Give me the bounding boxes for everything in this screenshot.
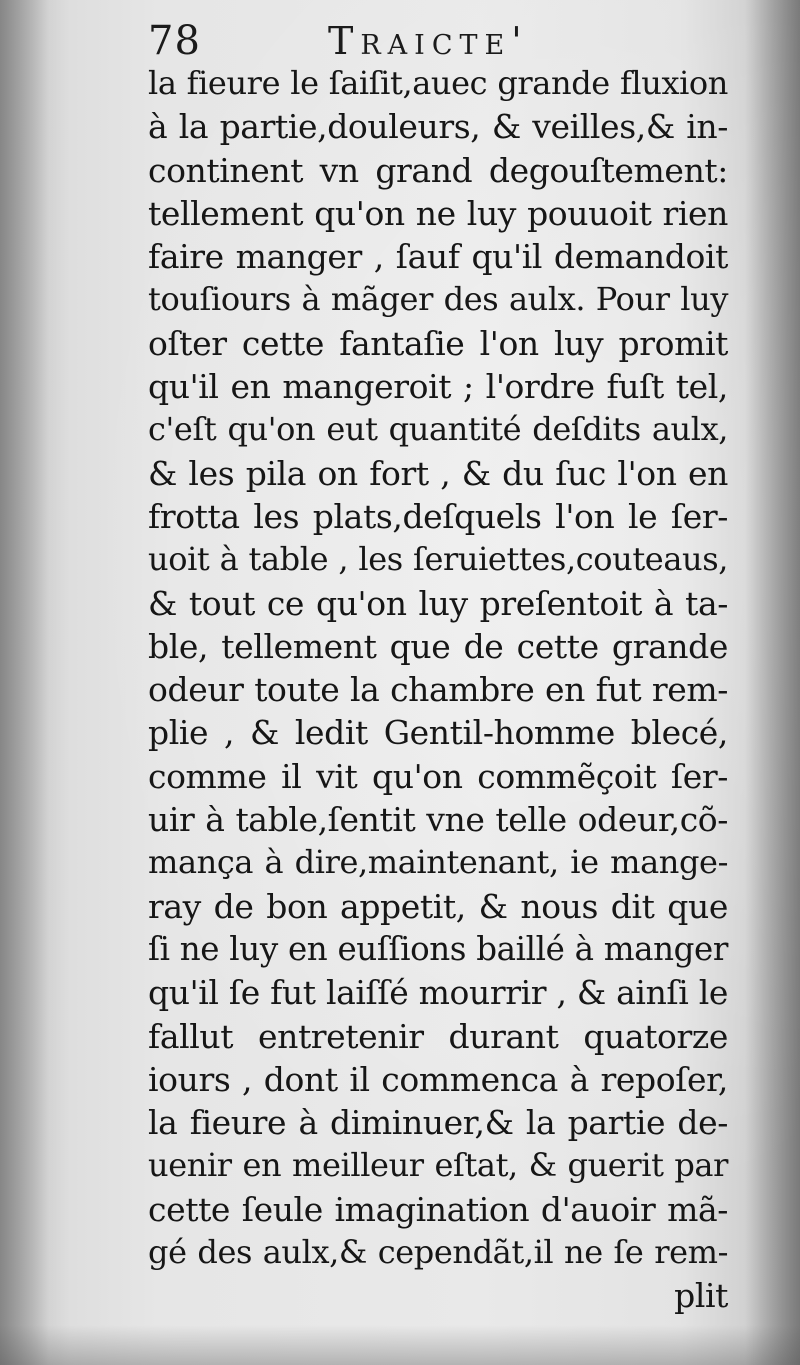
running-head: Traicte' xyxy=(328,19,529,63)
text-line: uir à table,ſentit vne telle odeur,cõ- xyxy=(148,800,728,840)
text-line: c'eſt qu'on eut quantité deſdits aulx, xyxy=(148,410,728,449)
spine-shadow xyxy=(0,0,70,1365)
text-line: gé des aulx,& cependãt,il ne ſe rem- xyxy=(148,1233,728,1272)
text-line: qu'il en mangeroit ; l'ordre fuſt tel, xyxy=(148,367,728,407)
text-line: ſi ne luy en euſſions baillé à manger xyxy=(148,929,728,968)
text-line: fallut entretenir durant quatorze xyxy=(148,1016,728,1056)
page-edge-shadow xyxy=(745,0,800,1365)
text-line: comme il vit qu'on commẽçoit ſer- xyxy=(148,756,728,796)
text-line: touſiours à mãger des aulx. Pour luy xyxy=(148,280,728,319)
body-text xyxy=(148,62,728,1318)
text-line: ray de bon appetit, & nous dit que xyxy=(148,886,728,926)
catchword: plit xyxy=(674,1276,728,1316)
text-line: & les pila on fort , & du ſuc l'on en xyxy=(148,453,728,493)
text-line: odeur toute la chambre en fut rem- xyxy=(148,670,728,710)
text-line: frotta les plats,deſquels l'on le ſer- xyxy=(148,496,728,536)
text-line: la fieure le ſaiſit,auec grande fluxion xyxy=(148,64,728,102)
text-line: & tout ce qu'on luy preſentoit à ta- xyxy=(148,583,728,623)
text-line: cette ſeule imagination d'auoir mã- xyxy=(148,1189,728,1229)
text-line: plie , & ledit Gentil-homme blecé, xyxy=(148,713,728,753)
text-line: uenir en meilleur eſtat, & guerit par xyxy=(148,1146,728,1185)
text-line: tellement qu'on ne luy pouuoit rien xyxy=(148,193,728,233)
page-header xyxy=(148,14,748,68)
page-number: 78 xyxy=(148,18,201,64)
text-line: faire manger , ſauf qu'il demandoit xyxy=(148,237,728,277)
text-line: uoit à table , les ſeruiettes,couteaus, xyxy=(148,540,728,579)
text-line: mança à dire,maintenant, ie mange- xyxy=(148,843,728,882)
page-bottom-shadow xyxy=(0,1325,800,1365)
text-line: à la partie,douleurs, & veilles,& in- xyxy=(148,107,728,147)
text-line: qu'il ſe fut laiſſé mourrir , & ainſi le xyxy=(148,973,728,1013)
text-line: continent vn grand degouſtement: xyxy=(148,150,728,190)
text-line: la fieure à diminuer,& la partie de- xyxy=(148,1103,728,1143)
text-line: oſter cette fantaſie l'on luy promit xyxy=(148,323,728,363)
text-line: ble, tellement que de cette grande xyxy=(148,626,728,666)
text-line: iours , dont il commenca à repoſer, xyxy=(148,1059,728,1099)
